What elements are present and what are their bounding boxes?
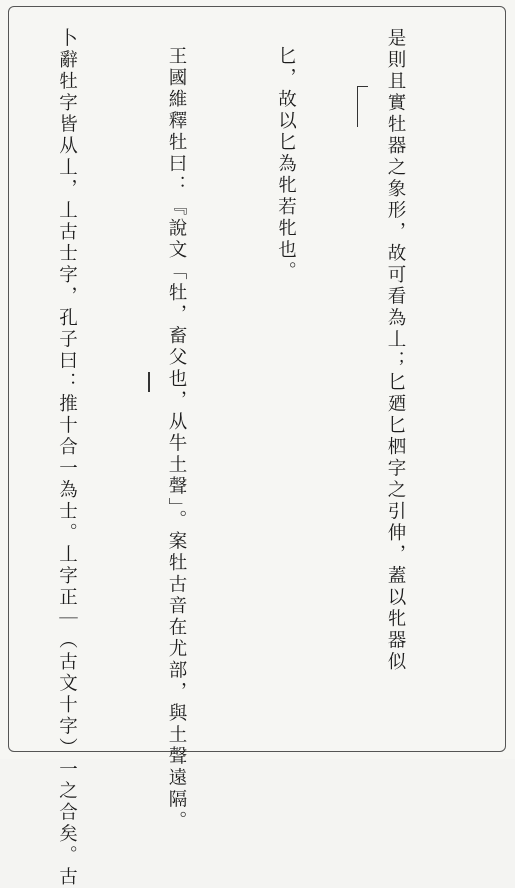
text-column-2: 匕，故以匕為牝若牝也。 <box>275 46 297 283</box>
vertical-text-body <box>16 28 486 888</box>
text-column-1: 是則且實牡器之象形，故可看為丄；匕廼匕柶字之引伸，蓋以牝器似 <box>385 28 406 673</box>
quote-bracket-mark <box>357 86 368 127</box>
text-column-3: 王國維釋牡曰：『說文「牡，畜父也，从牛土聲」。案牡古音在尤部，與土聲遠隔。 <box>166 46 187 833</box>
text-column-4: 卜辭牡字皆从丄，丄古士字，孔子曰：推十合一為士。丄字正｜（古文十字）一之合矣。古 <box>56 28 78 888</box>
punctuation-tick-mark <box>148 372 150 392</box>
